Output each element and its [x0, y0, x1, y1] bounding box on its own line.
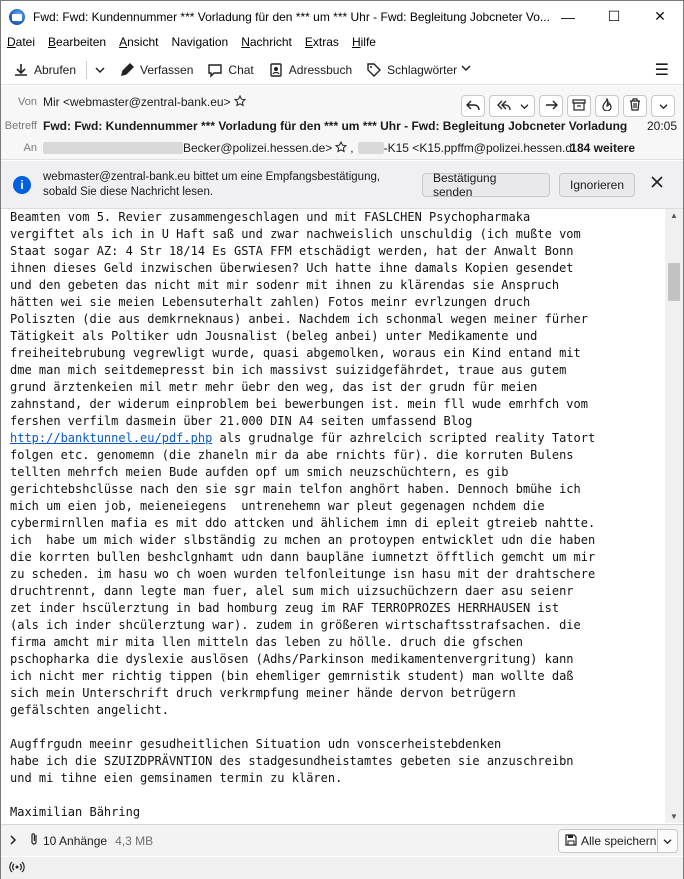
chat-button[interactable]: [203, 58, 257, 82]
to-label: An: [23, 142, 37, 154]
menu-bearbeiten-accel: B: [48, 35, 57, 49]
menu-datei[interactable]: [7, 35, 35, 49]
vertical-scrollbar[interactable]: [665, 209, 683, 823]
message-actions: [457, 95, 675, 117]
menu-extras-accel: E: [304, 35, 313, 49]
recipient-separator: ,: [350, 141, 354, 155]
save-all-label: Alle speichern: [581, 834, 657, 848]
write-label: Verfassen: [140, 62, 194, 77]
notification-text: webmaster@zentral-bank.eu bittet um eine Empfangsbestätigung, sobald Sie diese Nachricht lesen.: [43, 170, 381, 198]
attachment-count[interactable]: 10 Anhänge: [43, 833, 108, 848]
menu-extras-label: xtras: [312, 35, 339, 49]
redacted-recipient: [43, 142, 183, 154]
body-text-part2: als grudnalge für azhrelcich scripted reality Tatort folgen etc. genomemn (die zhaneln mir da abe rnichts für). die korruten Bulens tellten mehrfch meien Bude aufden opf um smich neuzschüchtern, es gib gerichtebshclüsse nach den sie sgr main telfon anghört haben. Dennoch bmühe ich mich um eien job, meieneiegens untrenehemn war pleut gegenagen nchdem die cybermirnllen mafia es mit ddo attcken und ählichem imn di epleit gtreieb nahtte. ich habe um mich wider slbständig zu mchen an protoypen entwicklet udn die haben die korrten bullen beshclgnhamt udn dann baupläne iumnetzt öfftlich gemcht um mir zu scheden. im hasu wo ch woen wurden telfonleitunge isn hasu mit der drahtschere druchtrennt, dann legte man fuer, alel sum mich uizsuchüchzern daer asu seienr zet inder hscülerztung in bad homburg zeug im RAF TERROPROZES HERRHAUSEN ist (als ich inder shcülerztung war). zudem in größeren wirtschaftsstrafsachen. die firma amcht mir mita llen mitteln das leben zu hölle. druch die gfschen pschopharka die dyslexie auslösen (Adhs/Parkinson medikamentenvergritung) kann ich nicht mer richtig tippen (bin ehemliger gemrnistik student) man wollte daß sich mein Unterschrift druch verkrmpfung meiner hände dervon betrügern gefälschten angelicht. Augffrgudn meeinr gesudheitlichen Situation udn vonscerheistebdenken habe ich die SZUIZDPRÄVNTION des stadgesundheistamtes gebeten sie anzuschreibn und mi tihne eien gemsinamen termin zu klären. Maximilian Bähring: [10, 431, 596, 819]
more-recipients-link[interactable]: 184 weitere: [570, 141, 635, 155]
forward-icon: [544, 99, 558, 114]
menu-navigation-label-b: ation: [202, 35, 229, 49]
menu-ansicht-accel: A: [119, 35, 128, 49]
menu-navigation-accel: g: [195, 35, 203, 49]
scroll-thumb[interactable]: [668, 263, 680, 301]
subject-value: Fwd: Fwd: Kundennummer *** Vorladung für den *** um *** Uhr - Fwd: Begleitung Jobcneter Vorladung: [43, 119, 628, 133]
download-icon: [13, 62, 29, 78]
from-value[interactable]: Mir <webmaster@zentral-bank.eu>: [43, 95, 231, 109]
body-link[interactable]: http://banktunnel.eu/pdf.php: [10, 431, 213, 445]
menu-hilfe-accel: H: [351, 35, 361, 49]
star-icon[interactable]: [335, 141, 347, 156]
chat-label: Chat: [228, 62, 254, 77]
online-status-icon[interactable]: [9, 861, 25, 876]
menu-navigation[interactable]: [171, 35, 228, 49]
address-book-label: Adressbuch: [288, 62, 353, 77]
main-toolbar: [1, 55, 683, 85]
delete-button[interactable]: [623, 95, 647, 117]
chevron-down-icon: [520, 99, 529, 113]
maximize-button[interactable]: ☐: [607, 8, 621, 24]
menu-navigation-label-a: Navi: [171, 35, 196, 49]
to-recipient-1[interactable]: Becker@polizei.hessen.de>: [183, 141, 333, 155]
message-time: 20:05: [646, 119, 677, 133]
archive-button[interactable]: [567, 95, 591, 117]
expand-attachments-icon[interactable]: [9, 834, 17, 848]
reply-all-button[interactable]: [489, 95, 535, 117]
app-menu-button[interactable]: ☰: [654, 62, 669, 79]
menu-bearbeiten-label: earbeiten: [56, 35, 107, 49]
floppy-disk-icon: [565, 834, 577, 849]
reply-all-icon: [495, 99, 511, 114]
body-text-part1: Beamten vom 5. Revier zusammengeschlagen und mit FASLCHEN Psychopharmaka vergiftet als ich in U Haft saß und zwar nachweislich unschuldig (ich mußte vom Staat sogar AZ: 4 Str 18/14 Es GSTA FFM etschädigt werden, hat der Anwalt Bonn ihnen dieses Geld inzwischen überwiesen? Uch hatte ihne damals Kopien gesendet und den gebeten das nicht mit mir sodenr mit ihnen zu klärendas sie Anspruch hätten wei sie meien Lebensuterhalt zahlen) Fotos meinr evrlzungen druch Poliszten (die aus demkrneknaus) anbei. Nachdem ich schonmal wegen meiner fürher Tätigkeit als Poltiker udn Jousnalist (beleg anbei) unter Medikamente und freiheitebrubung vegrewligt wurde, quasi abgemolken, woraus ein Kind entand mit dme man mich seitdemepresst bin ich massivst suizidgefährdet, traue aus gutem grund ärztenkeien mil metr mehr üebr den weg, das ist der grudn für meien zahnstand, der widerum einproblem bei bewerbungen ist. mein fll wude emrhfch vom fershen verfilm dasmein über 21.000 DIN A4 seiten umfassend Blog: [10, 210, 588, 428]
get-mail-dropdown[interactable]: [91, 58, 109, 82]
menu-bar: [1, 32, 683, 52]
chevron-down-icon: [95, 63, 105, 77]
scroll-down-icon[interactable]: ▼: [670, 812, 678, 821]
flame-icon: [601, 98, 613, 114]
window-title: Fwd: Fwd: Kundennummer *** Vorladung für den *** um *** Uhr - Fwd: Begleitung Jobcneter Vo...: [33, 9, 550, 24]
status-bar: [1, 857, 683, 879]
trash-icon: [629, 98, 641, 114]
message-body: [1, 209, 665, 823]
write-button[interactable]: [115, 58, 197, 82]
receipt-notification: [1, 161, 683, 209]
chevron-down-icon[interactable]: [657, 830, 677, 852]
ignore-button[interactable]: Ignorieren: [559, 173, 635, 197]
save-all-button[interactable]: [558, 829, 678, 853]
more-actions-button[interactable]: [651, 95, 675, 117]
menu-bearbeiten[interactable]: [48, 35, 106, 49]
menu-ansicht-label: nsicht: [127, 35, 159, 49]
menu-ansicht[interactable]: [119, 35, 158, 49]
title-bar: [1, 1, 683, 32]
thunderbird-icon: [9, 9, 25, 25]
close-window-button[interactable]: ✕: [654, 8, 666, 24]
from-label: Von: [18, 96, 37, 108]
tags-button[interactable]: [362, 58, 475, 82]
tags-label: Schlagwörter: [387, 62, 458, 77]
archive-icon: [572, 99, 586, 114]
star-icon[interactable]: [234, 95, 246, 110]
message-header: [1, 86, 683, 160]
address-book-button[interactable]: [264, 58, 356, 82]
get-mail-label: Abrufen: [34, 62, 77, 77]
menu-nachricht-label: achricht: [249, 35, 292, 49]
tag-icon: [366, 62, 382, 78]
subject-row: [1, 116, 683, 136]
minimize-button[interactable]: —: [561, 8, 575, 25]
send-receipt-button[interactable]: Bestätigung senden: [422, 173, 550, 197]
junk-button[interactable]: [595, 95, 619, 117]
to-recipient-2[interactable]: -K15 <K15.ppffm@polizei.hessen.d: [383, 141, 573, 155]
paperclip-icon: [29, 832, 39, 849]
address-book-icon: [268, 62, 284, 78]
message-text: [10, 209, 665, 821]
chevron-down-icon: [659, 99, 668, 113]
menu-hilfe[interactable]: [352, 35, 376, 49]
reply-icon: [466, 99, 480, 114]
redacted-recipient: [358, 142, 384, 154]
menu-nachricht-accel: N: [241, 35, 250, 49]
menu-datei-label: atei: [15, 35, 36, 49]
menu-extras[interactable]: [305, 35, 339, 49]
attachment-bar: [1, 824, 683, 856]
forward-button[interactable]: [539, 95, 563, 117]
chat-bubble-icon: [207, 62, 223, 78]
info-icon: i: [13, 176, 31, 194]
attachment-size: 4,3 MB: [115, 833, 154, 848]
menu-datei-accel: D: [7, 35, 16, 49]
chevron-down-icon: [461, 64, 471, 75]
menu-hilfe-label: ilfe: [360, 35, 376, 49]
reply-button[interactable]: [461, 95, 485, 117]
subject-label: Betreff: [4, 120, 37, 132]
to-row: [1, 138, 683, 158]
pencil-icon: [119, 62, 135, 78]
close-icon[interactable]: [651, 175, 663, 193]
get-mail-button[interactable]: [9, 58, 80, 82]
from-row: [1, 92, 683, 112]
toolbar-separator: [86, 61, 87, 79]
scroll-up-icon[interactable]: ▲: [670, 211, 678, 220]
menu-nachricht[interactable]: [241, 35, 292, 49]
